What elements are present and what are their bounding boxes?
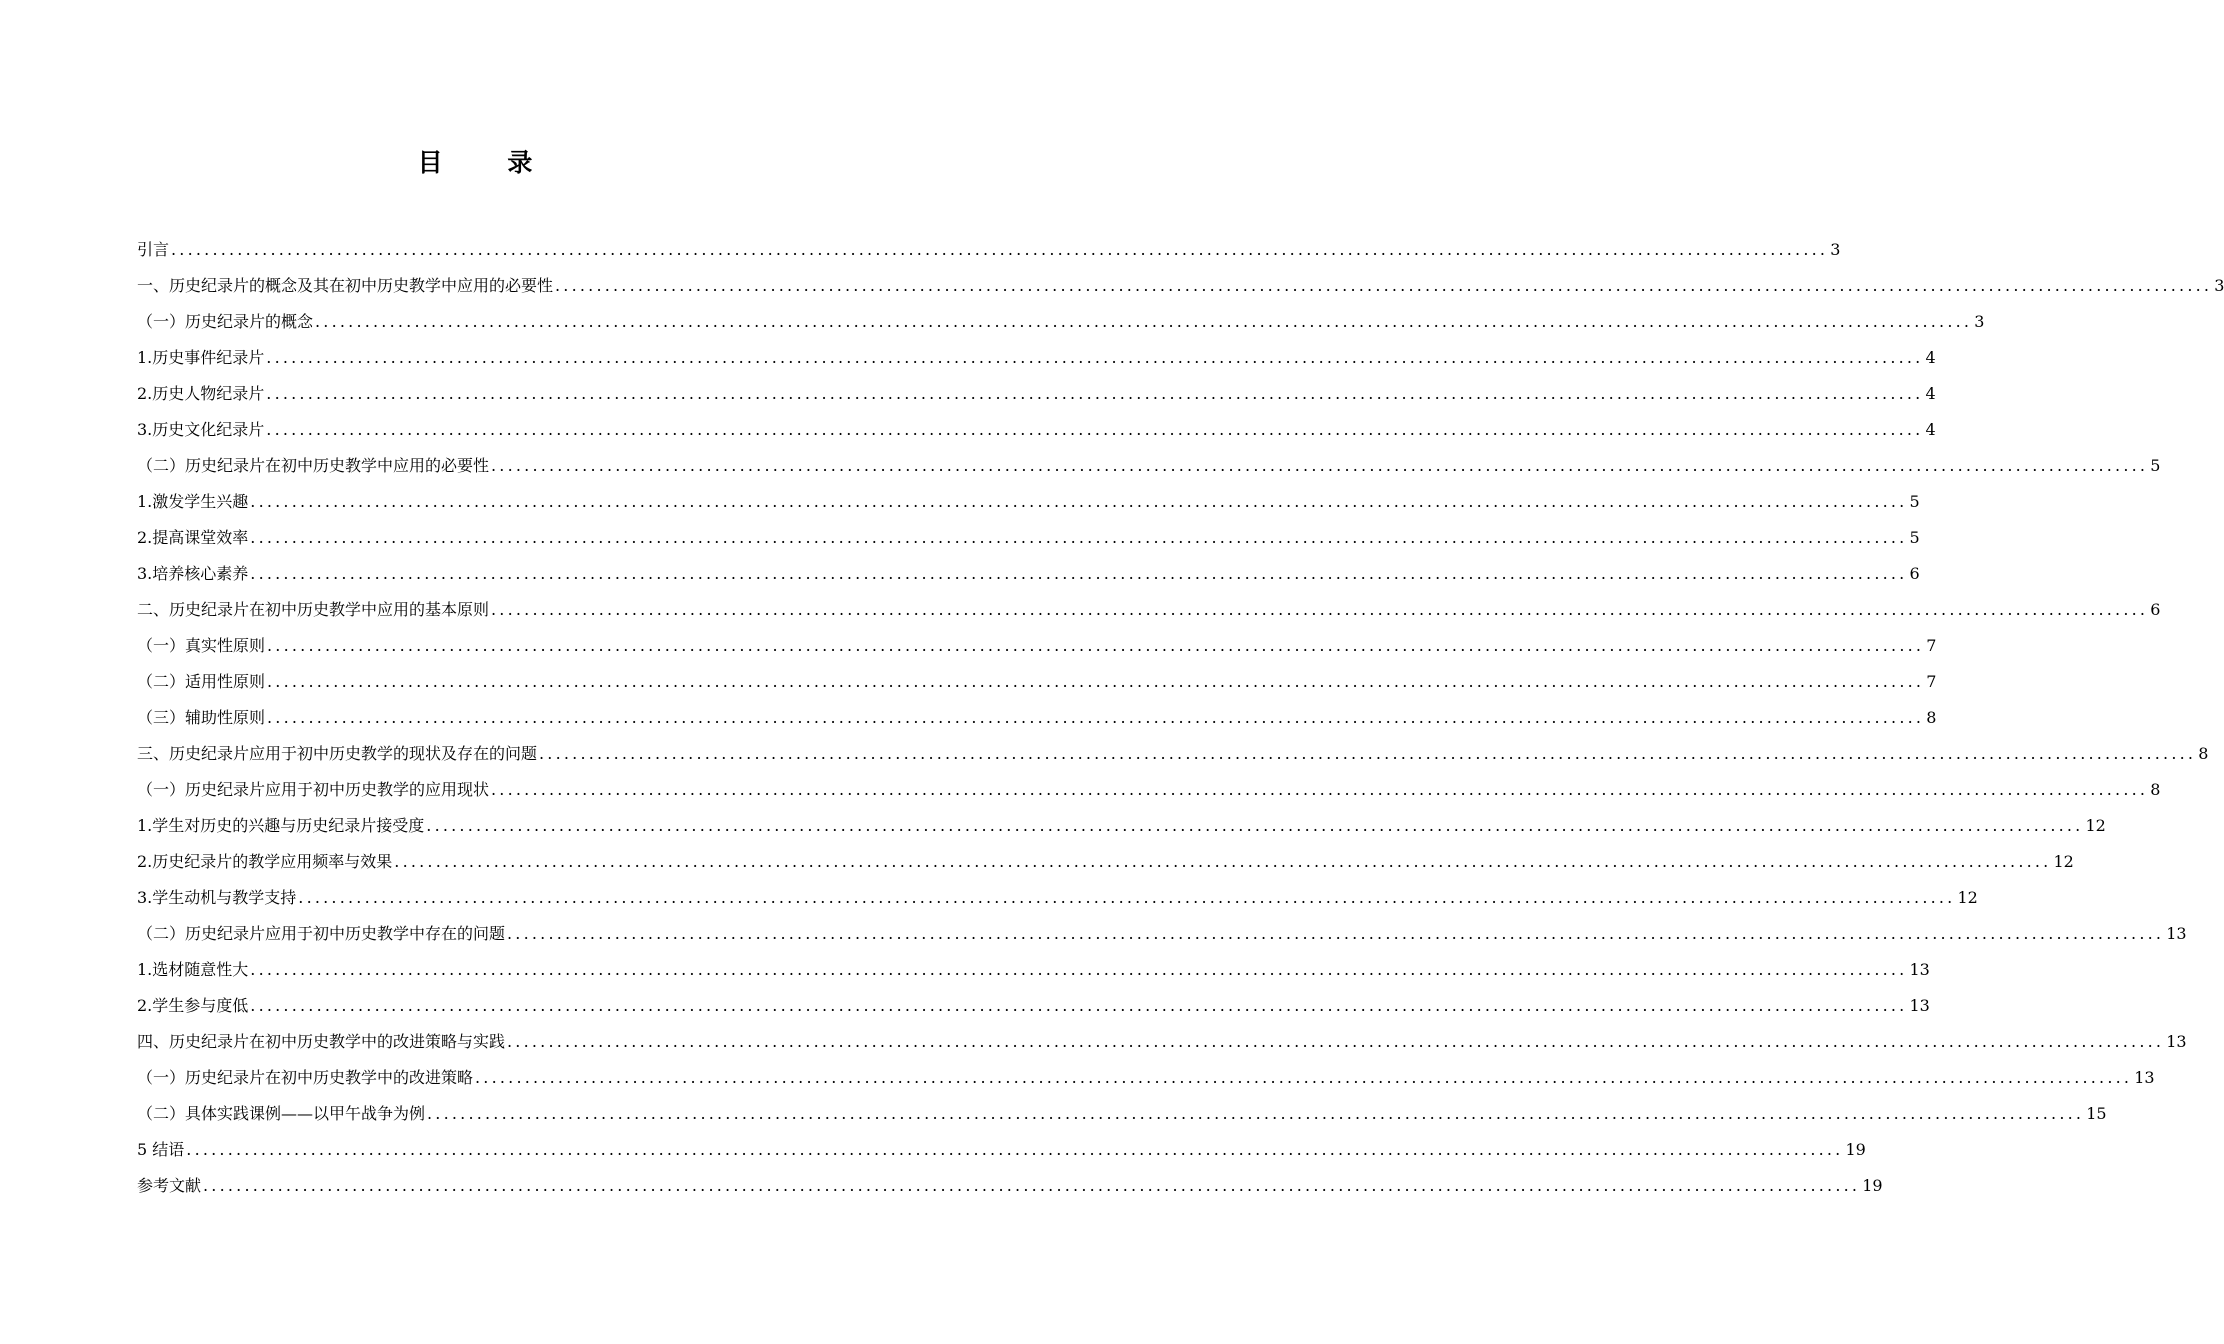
toc-dot-leader: ........................................................................................................................................................................................................ <box>298 888 1956 907</box>
toc-dot-leader: ........................................................................................................................................................................................................ <box>250 564 1908 583</box>
toc-entry[interactable] <box>137 380 1936 416</box>
toc-entry-label: 2.提高课堂效率 <box>137 528 249 547</box>
toc-entry-label: 3.培养核心素养 <box>137 564 249 583</box>
toc-entry-page-number: 7 <box>1926 672 1937 691</box>
toc-entry-page-number: 5 <box>2150 456 2161 475</box>
toc-entry[interactable] <box>137 416 1936 452</box>
toc-entry-label: （二）具体实践课例——以甲午战争为例 <box>137 1104 426 1123</box>
toc-entry-page-number: 13 <box>2166 924 2187 943</box>
table-of-contents <box>137 236 2224 1208</box>
toc-dot-leader: ........................................................................................................................................................................................................ <box>315 312 1973 331</box>
toc-entry[interactable] <box>137 1172 1883 1208</box>
toc-entry[interactable] <box>137 596 2161 632</box>
toc-entry[interactable] <box>137 740 2209 776</box>
toc-entry-page-number: 12 <box>2053 852 2074 871</box>
toc-entry-page-number: 15 <box>2086 1104 2107 1123</box>
toc-entry[interactable] <box>137 956 1930 992</box>
toc-entry[interactable] <box>137 452 2161 488</box>
toc-entry-page-number: 8 <box>2198 744 2209 763</box>
toc-entry-page-number: 7 <box>1926 636 1937 655</box>
toc-entry-label: 引言 <box>137 240 170 259</box>
toc-entry[interactable] <box>137 668 1937 704</box>
toc-dot-leader: ........................................................................................................................................................................................................ <box>266 384 1924 403</box>
toc-entry-page-number: 8 <box>2150 780 2161 799</box>
toc-entry-page-number: 3 <box>1830 240 1841 259</box>
toc-entry-label: 2.历史纪录片的教学应用频率与效果 <box>137 852 393 871</box>
toc-dot-leader: ........................................................................................................................................................................................................ <box>539 744 2197 763</box>
toc-entry-label: （一）真实性原则 <box>137 636 266 655</box>
toc-dot-leader: ........................................................................................................................................................................................................ <box>203 1176 1861 1195</box>
toc-entry[interactable] <box>137 488 1920 524</box>
toc-entry-label: （二）适用性原则 <box>137 672 266 691</box>
toc-entry-label: 2.历史人物纪录片 <box>137 384 265 403</box>
toc-entry-page-number: 6 <box>2150 600 2161 619</box>
toc-entry-label: 5 结语 <box>137 1140 185 1159</box>
toc-dot-leader: ........................................................................................................................................................................................................ <box>186 1140 1844 1159</box>
toc-entry[interactable] <box>137 308 1985 344</box>
toc-entry[interactable] <box>137 1100 2107 1136</box>
toc-dot-leader: ........................................................................................................................................................................................................ <box>250 996 1908 1015</box>
toc-entry[interactable] <box>137 704 1937 740</box>
toc-dot-leader: ........................................................................................................................................................................................................ <box>427 1104 2085 1123</box>
toc-entry[interactable] <box>137 236 1841 272</box>
toc-entry-label: （一）历史纪录片应用于初中历史教学的应用现状 <box>137 780 490 799</box>
toc-entry-label: 3.学生动机与教学支持 <box>137 888 297 907</box>
toc-entry-page-number: 4 <box>1925 384 1936 403</box>
toc-dot-leader: ........................................................................................................................................................................................................ <box>555 276 2213 295</box>
toc-dot-leader: ........................................................................................................................................................................................................ <box>266 348 1924 367</box>
toc-entry-page-number: 4 <box>1925 420 1936 439</box>
toc-entry-page-number: 12 <box>2085 816 2106 835</box>
toc-entry-page-number: 13 <box>2166 1032 2187 1051</box>
toc-entry[interactable] <box>137 848 2074 884</box>
toc-entry[interactable] <box>137 1136 1866 1172</box>
toc-entry-page-number: 19 <box>1845 1140 1866 1159</box>
toc-dot-leader: ........................................................................................................................................................................................................ <box>267 708 1925 727</box>
toc-entry-label: 二、历史纪录片在初中历史教学中应用的基本原则 <box>137 600 490 619</box>
toc-entry-label: 1.学生对历史的兴趣与历史纪录片接受度 <box>137 816 425 835</box>
toc-entry[interactable] <box>137 992 1930 1028</box>
toc-entry-label: 1.选材随意性大 <box>137 960 249 979</box>
toc-entry-page-number: 3 <box>2214 276 2224 295</box>
toc-entry-label: （二）历史纪录片应用于初中历史教学中存在的问题 <box>137 924 506 943</box>
toc-dot-leader: ........................................................................................................................................................................................................ <box>250 960 1908 979</box>
toc-entry[interactable] <box>137 272 2224 308</box>
toc-entry[interactable] <box>137 344 1936 380</box>
toc-entry-label: 四、历史纪录片在初中历史教学中的改进策略与实践 <box>137 1032 506 1051</box>
toc-dot-leader: ........................................................................................................................................................................................................ <box>267 636 1925 655</box>
toc-entry-page-number: 5 <box>1909 528 1920 547</box>
toc-dot-leader: ........................................................................................................................................................................................................ <box>491 600 2149 619</box>
toc-entry-page-number: 8 <box>1926 708 1937 727</box>
toc-entry-page-number: 4 <box>1925 348 1936 367</box>
toc-entry-label: （一）历史纪录片的概念 <box>137 312 314 331</box>
toc-entry[interactable] <box>137 776 2161 812</box>
toc-dot-leader: ........................................................................................................................................................................................................ <box>491 780 2149 799</box>
toc-dot-leader: ........................................................................................................................................................................................................ <box>491 456 2149 475</box>
toc-entry[interactable] <box>137 920 2187 956</box>
toc-entry-page-number: 6 <box>1909 564 1920 583</box>
toc-entry-page-number: 19 <box>1862 1176 1883 1195</box>
toc-entry-page-number: 12 <box>1957 888 1978 907</box>
toc-entry[interactable] <box>137 1064 2155 1100</box>
toc-entry-label: 2.学生参与度低 <box>137 996 249 1015</box>
toc-entry[interactable] <box>137 812 2106 848</box>
page-title: 目 录 <box>417 148 561 177</box>
toc-dot-leader: ........................................................................................................................................................................................................ <box>171 240 1829 259</box>
toc-entry-label: （一）历史纪录片在初中历史教学中的改进策略 <box>137 1068 474 1087</box>
toc-entry[interactable] <box>137 524 1920 560</box>
toc-dot-leader: ........................................................................................................................................................................................................ <box>394 852 2052 871</box>
toc-dot-leader: ........................................................................................................................................................................................................ <box>507 1032 2165 1051</box>
toc-entry[interactable] <box>137 560 1920 596</box>
toc-entry-label: 1.激发学生兴趣 <box>137 492 249 511</box>
toc-entry-label: 1.历史事件纪录片 <box>137 348 265 367</box>
toc-dot-leader: ........................................................................................................................................................................................................ <box>426 816 2084 835</box>
toc-dot-leader: ........................................................................................................................................................................................................ <box>507 924 2165 943</box>
toc-entry[interactable] <box>137 1028 2187 1064</box>
toc-dot-leader: ........................................................................................................................................................................................................ <box>267 672 1925 691</box>
toc-entry-page-number: 13 <box>1909 960 1930 979</box>
toc-entry[interactable] <box>137 632 1937 668</box>
toc-dot-leader: ........................................................................................................................................................................................................ <box>250 492 1908 511</box>
toc-dot-leader: ........................................................................................................................................................................................................ <box>250 528 1908 547</box>
toc-entry-label: （二）历史纪录片在初中历史教学中应用的必要性 <box>137 456 490 475</box>
toc-entry-label: （三）辅助性原则 <box>137 708 266 727</box>
toc-entry-page-number: 3 <box>1974 312 1985 331</box>
toc-entry-label: 参考文献 <box>137 1176 202 1195</box>
toc-entry-page-number: 5 <box>1909 492 1920 511</box>
toc-entry-label: 一、历史纪录片的概念及其在初中历史教学中应用的必要性 <box>137 276 554 295</box>
toc-entry-page-number: 13 <box>2134 1068 2155 1087</box>
toc-entry-page-number: 13 <box>1909 996 1930 1015</box>
toc-dot-leader: ........................................................................................................................................................................................................ <box>475 1068 2133 1087</box>
toc-entry-label: 3.历史文化纪录片 <box>137 420 265 439</box>
toc-entry-label: 三、历史纪录片应用于初中历史教学的现状及存在的问题 <box>137 744 538 763</box>
toc-dot-leader: ........................................................................................................................................................................................................ <box>266 420 1924 439</box>
toc-entry[interactable] <box>137 884 1978 920</box>
